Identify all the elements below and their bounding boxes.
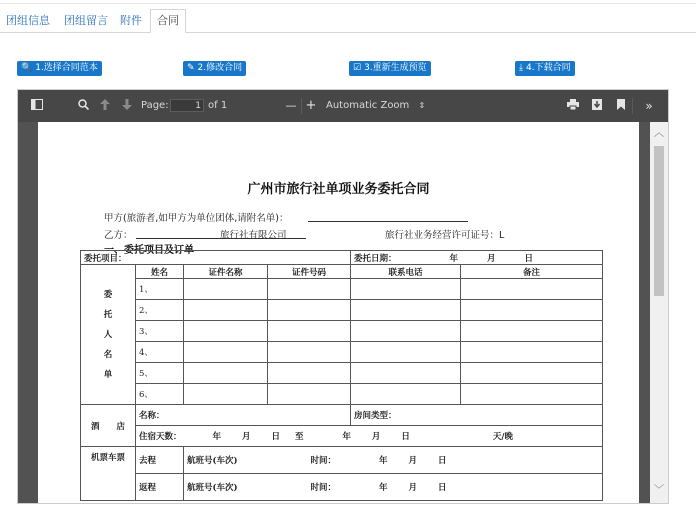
pencil-icon: ✎ xyxy=(187,63,195,73)
table-row xyxy=(81,384,603,405)
flight-no-label: 航班号(车次) xyxy=(187,483,238,493)
zoom-select[interactable] xyxy=(326,99,425,113)
hotel-name-label: 名称： xyxy=(139,411,165,421)
print-icon[interactable] xyxy=(566,99,580,113)
party-a-line xyxy=(308,221,468,222)
outbound-label: 去程 xyxy=(136,447,184,474)
table-row xyxy=(81,251,603,265)
download-contract-button[interactable] xyxy=(515,61,575,76)
download-icon: ⤓ xyxy=(519,63,523,73)
pdf-viewer xyxy=(17,89,669,504)
select-template-button[interactable] xyxy=(17,61,102,76)
table-row xyxy=(81,447,603,474)
table-row xyxy=(81,300,603,321)
edit-contract-button[interactable] xyxy=(183,61,246,76)
col-phone: 联系电话 xyxy=(351,265,461,279)
zoom-out-icon[interactable]: — xyxy=(285,99,297,112)
hotel-label: 酒 店 xyxy=(81,405,136,447)
row-number: 4、 xyxy=(136,342,184,363)
day-label: 日 xyxy=(401,432,410,442)
delegate-list-label xyxy=(81,265,136,405)
regenerate-preview-button[interactable] xyxy=(349,61,431,76)
contract-table xyxy=(80,250,603,501)
month-label: 月 xyxy=(241,432,251,442)
ticket-label: 机票车票 xyxy=(81,447,136,501)
row-number: 1、 xyxy=(136,279,184,300)
zoom-in-icon[interactable]: + xyxy=(305,98,317,113)
document-title: 广州市旅行社单项业务委托合同 xyxy=(247,182,430,197)
chevron-down-icon: ⇕ xyxy=(418,101,426,110)
document-area xyxy=(18,122,650,503)
pdf-page xyxy=(38,122,639,504)
month-label: 月 xyxy=(371,432,381,442)
row-number: 2、 xyxy=(136,300,184,321)
stay-days-label: 住宿天数： xyxy=(139,432,182,442)
page-label: Page: xyxy=(141,100,169,111)
time-label: 时间： xyxy=(310,456,337,466)
month-label: 月 xyxy=(486,253,496,264)
day-label: 日 xyxy=(437,483,447,493)
col-note: 备注 xyxy=(461,265,603,279)
search-icon: 🔍 xyxy=(21,63,33,73)
party-b-license: 旅行社业务经营许可证号：L xyxy=(385,230,505,241)
delegation-date-label: 委托日期： xyxy=(354,253,397,264)
check-square-icon: ☑ xyxy=(353,63,362,73)
to-label: 至 xyxy=(294,432,304,442)
label-char: 名 xyxy=(103,349,113,360)
year-label: 年 xyxy=(212,432,221,442)
pdf-toolbar xyxy=(18,90,668,122)
table-row xyxy=(81,321,603,342)
table-row xyxy=(81,363,603,384)
button-label: 1.选择合同范本 xyxy=(35,63,98,73)
divider xyxy=(632,98,633,114)
section-heading: 一、委托项目及订单 xyxy=(104,245,194,256)
col-cert-no: 证件号码 xyxy=(268,265,351,279)
table-row xyxy=(81,405,603,426)
next-page-icon[interactable] xyxy=(120,99,134,113)
button-label: 2.修改合同 xyxy=(197,63,243,73)
tools-menu-icon[interactable]: » xyxy=(645,99,653,113)
month-label: 月 xyxy=(408,483,417,493)
time-label: 时间： xyxy=(310,483,337,493)
scroll-thumb[interactable] xyxy=(654,146,664,296)
table-header-row xyxy=(81,265,603,279)
day-label: 日 xyxy=(271,432,280,442)
chevron-down-icon[interactable]: ﹀ xyxy=(654,485,664,496)
tab-group-messages[interactable]: 团组留言 xyxy=(64,14,108,27)
nights-label: 天/晚 xyxy=(492,432,513,442)
sidebar-toggle-icon[interactable] xyxy=(30,99,44,113)
tab-contract[interactable]: 合同 xyxy=(150,9,186,33)
previous-page-icon[interactable] xyxy=(98,99,112,113)
label-char: 人 xyxy=(103,329,113,340)
flight-no-label: 航班号(车次) xyxy=(187,456,238,466)
page-number-input[interactable]: 1 xyxy=(170,99,204,112)
party-a-label: 甲方(旅游者,如甲方为单位团体,请附名单)： xyxy=(104,213,289,224)
month-label: 月 xyxy=(408,456,417,466)
day-label: 日 xyxy=(437,456,447,466)
table-row xyxy=(81,426,603,447)
download-icon[interactable] xyxy=(590,99,604,113)
col-cert-name: 证件名称 xyxy=(184,265,268,279)
year-label: 年 xyxy=(379,483,388,493)
table-row xyxy=(81,342,603,363)
vertical-scrollbar[interactable] xyxy=(650,122,668,503)
return-label: 返程 xyxy=(136,474,184,501)
tab-attachments[interactable]: 附件 xyxy=(120,14,142,27)
col-name: 姓名 xyxy=(136,265,184,279)
year-label: 年 xyxy=(449,253,458,264)
year-label: 年 xyxy=(342,432,351,442)
zoom-value: Automatic Zoom xyxy=(326,100,410,111)
tab-bar xyxy=(0,0,696,33)
table-row xyxy=(81,474,603,501)
row-number: 3、 xyxy=(136,321,184,342)
divider xyxy=(0,3,696,4)
bookmark-icon[interactable] xyxy=(614,99,628,113)
delegation-item-label: 委托项目： xyxy=(84,253,127,264)
row-number: 5、 xyxy=(136,363,184,384)
year-label: 年 xyxy=(379,456,388,466)
row-number: 6、 xyxy=(136,384,184,405)
label-char: 委 xyxy=(103,289,113,300)
room-type-label: 房间类型： xyxy=(354,411,397,421)
party-b-label: 乙方： xyxy=(104,230,133,241)
tab-group-info[interactable]: 团组信息 xyxy=(6,14,50,27)
label-char: 托 xyxy=(103,309,113,320)
chevron-up-icon[interactable]: ︿ xyxy=(654,128,664,139)
table-row xyxy=(81,279,603,300)
label-char: 单 xyxy=(103,369,113,380)
page-total: of 1 xyxy=(208,100,228,111)
divider xyxy=(301,98,302,114)
button-label: 3.重新生成预览 xyxy=(364,63,427,73)
search-icon[interactable] xyxy=(76,99,90,113)
button-label: 4.下载合同 xyxy=(525,63,571,73)
party-b-name: 旅行社有限公司 xyxy=(220,230,287,241)
day-label: 日 xyxy=(524,253,533,264)
